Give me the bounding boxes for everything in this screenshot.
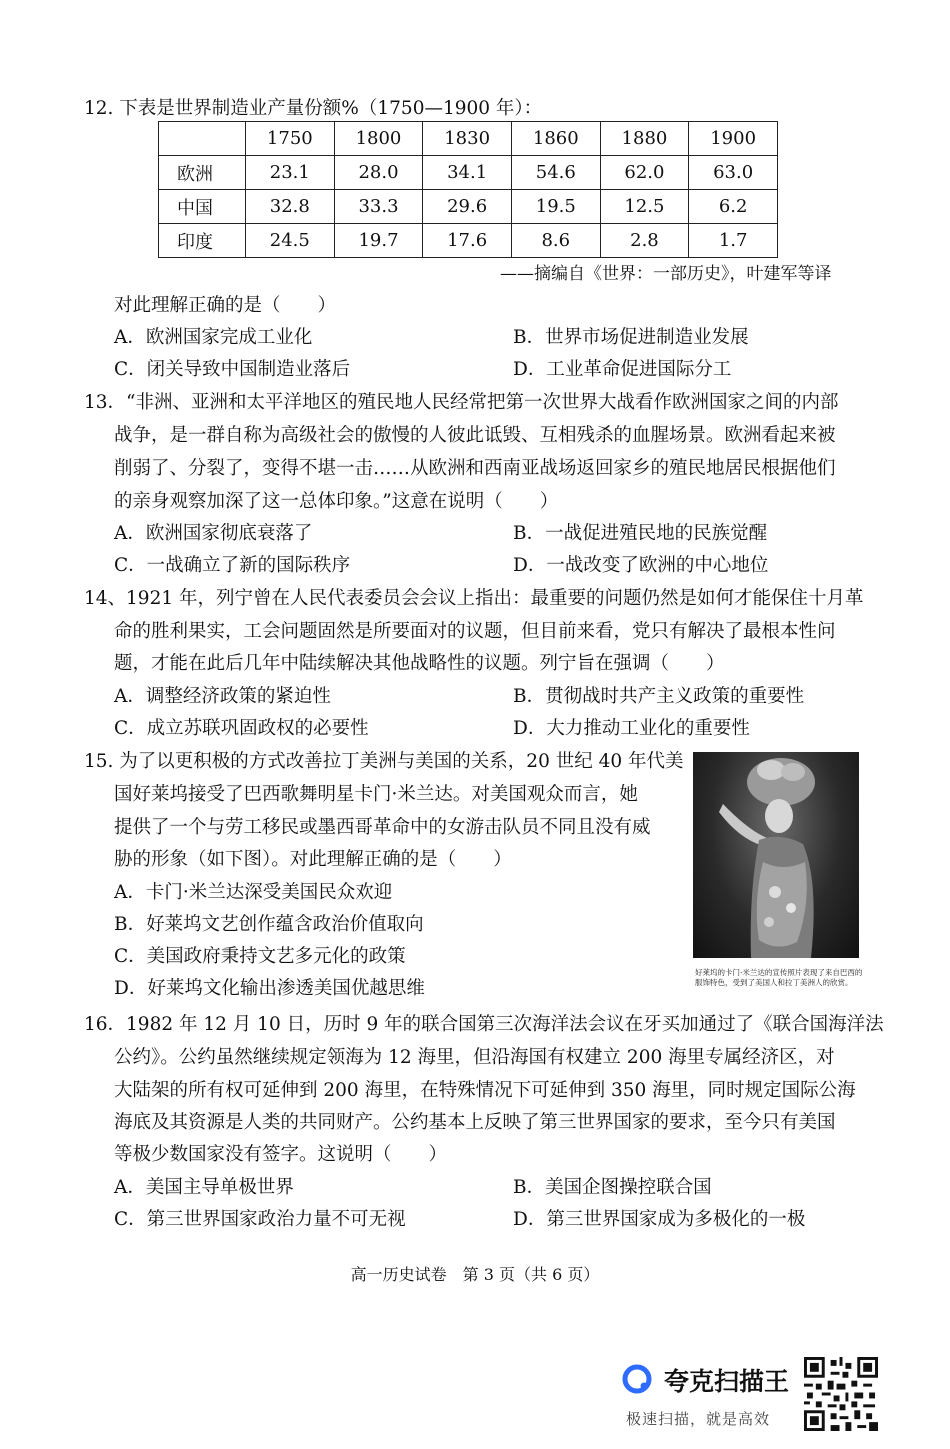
table-cell: 62.0 xyxy=(600,156,689,190)
q15-option-b[interactable]: B．好莱坞文艺创作蕴含政治价值取向 xyxy=(114,914,424,935)
question-13-line: 战争，是一群自称为高级社会的傲慢的人彼此诋毁、互相残杀的血腥场景。欧洲看起来被 xyxy=(114,425,836,446)
table-row xyxy=(159,224,778,258)
q14-option-b[interactable]: B．贯彻战时共产主义政策的重要性 xyxy=(513,686,805,707)
question-16-line: 等极少数国家没有签字。这说明（ ） xyxy=(114,1144,448,1165)
q15-option-d[interactable]: D．好莱坞文化输出渗透美国优越思维 xyxy=(114,978,425,999)
quark-logo-icon xyxy=(622,1364,652,1394)
q12-option-d[interactable]: D．工业革命促进国际分工 xyxy=(513,359,732,380)
question-15-line: 15. 为了以更积极的方式改善拉丁美洲与美国的关系，20 世纪 40 年代美 xyxy=(84,751,684,772)
table-cell: 63.0 xyxy=(689,156,778,190)
q14-option-c[interactable]: C．成立苏联巩固政权的必要性 xyxy=(114,718,369,739)
table-row xyxy=(159,156,778,190)
table-cell: 32.8 xyxy=(246,190,335,224)
question-14-line: 14、1921 年，列宁曾在人民代表委员会会议上指出：最重要的问题仍然是如何才能保住十月革 xyxy=(84,588,864,609)
q14-option-a[interactable]: A．调整经济政策的紧迫性 xyxy=(114,686,331,707)
question-14-line: 题，才能在此后几年中陆续解决其他战略性的议题。列宁旨在强调（ ） xyxy=(114,653,725,674)
brand-slogan: 极速扫描，就是高效 xyxy=(626,1410,771,1428)
q13-option-d[interactable]: D．一战改变了欧洲的中心地位 xyxy=(513,555,769,576)
region-label: 印度 xyxy=(159,224,246,258)
year-header: 1880 xyxy=(600,122,689,156)
table-cell: 17.6 xyxy=(423,224,512,258)
q16-option-d[interactable]: D．第三世界国家成为多极化的一极 xyxy=(513,1209,806,1230)
year-header: 1800 xyxy=(334,122,423,156)
question-15-line: 提供了一个与劳工移民或墨西哥革命中的女游击队员不同且没有威 xyxy=(114,817,651,838)
table-cell: 23.1 xyxy=(246,156,335,190)
table-cell: 54.6 xyxy=(511,156,600,190)
question-16-line: 大陆架的所有权可延伸到 200 海里，在特殊情况下可延伸到 350 海里，同时规定国际公海 xyxy=(114,1080,856,1101)
question-15-line: 胁的形象（如下图）。对此理解正确的是（ ） xyxy=(114,849,512,870)
table-corner-cell xyxy=(159,122,246,156)
qr-code-icon[interactable] xyxy=(804,1357,878,1431)
table-cell: 19.5 xyxy=(511,190,600,224)
dancer-silhouette-icon xyxy=(693,752,859,958)
question-16-line: 16．1982 年 12 月 10 日，历时 9 年的联合国第三次海洋法会议在牙买加通过了《联合国海洋法 xyxy=(84,1014,884,1035)
photo-caption: 好莱坞的卡门·米兰达的宣传照片表现了来自巴西的服饰特色，受到了美国人和拉丁美洲人的欣赏。 xyxy=(695,968,863,987)
question-13-line: 13．“非洲、亚洲和太平洋地区的殖民地人民经常把第一次世界大战看作欧洲国家之间的内部 xyxy=(84,392,839,413)
q13-option-c[interactable]: C．一战确立了新的国际秩序 xyxy=(114,555,351,576)
year-header: 1860 xyxy=(511,122,600,156)
carmen-miranda-photo xyxy=(693,752,859,958)
question-13-line: 的亲身观察加深了这一总体印象。”这意在说明（ ） xyxy=(114,491,559,512)
q15-option-c[interactable]: C．美国政府秉持文艺多元化的政策 xyxy=(114,946,406,967)
year-header: 1900 xyxy=(689,122,778,156)
q12-option-b[interactable]: B．世界市场促进制造业发展 xyxy=(513,327,749,348)
question-15-line: 国好莱坞接受了巴西歌舞明星卡门·米兰达。对美国观众而言，她 xyxy=(114,784,638,805)
q16-option-b[interactable]: B．美国企图操控联合国 xyxy=(513,1177,712,1198)
table-header-row xyxy=(159,122,778,156)
q12-option-a[interactable]: A．欧洲国家完成工业化 xyxy=(114,327,313,348)
question-14-line: 命的胜利果实，工会问题固然是所要面对的议题，但目前来看，党只有解决了最根本性问 xyxy=(114,621,836,642)
q12-option-c[interactable]: C．闭关导致中国制造业落后 xyxy=(114,359,351,380)
q16-option-a[interactable]: A．美国主导单极世界 xyxy=(114,1177,294,1198)
question-12-stem: 12. 下表是世界制造业产量份额%（1750—1900 年）： xyxy=(84,98,543,119)
manufacturing-share-table xyxy=(158,121,778,258)
year-header: 1830 xyxy=(423,122,512,156)
q14-option-d[interactable]: D．大力推动工业化的重要性 xyxy=(513,718,750,739)
table-cell: 2.8 xyxy=(600,224,689,258)
question-12-prompt: 对此理解正确的是（ ） xyxy=(114,295,337,316)
table-cell: 28.0 xyxy=(334,156,423,190)
q16-option-c[interactable]: C．第三世界国家政治力量不可无视 xyxy=(114,1209,406,1230)
table-source: ——摘编自《世界：一部历史》，叶建军等译 xyxy=(500,264,832,284)
table-cell: 1.7 xyxy=(689,224,778,258)
question-16-line: 公约》。公约虽然继续规定领海为 12 海里，但沿海国有权建立 200 海里专属经济区，对 xyxy=(114,1047,835,1068)
region-label: 欧洲 xyxy=(159,156,246,190)
table-cell: 34.1 xyxy=(423,156,512,190)
region-label: 中国 xyxy=(159,190,246,224)
q13-option-b[interactable]: B．一战促进殖民地的民族觉醒 xyxy=(513,523,768,544)
question-13-line: 削弱了、分裂了，变得不堪一击……从欧洲和西南亚战场返回家乡的殖民地居民根据他们 xyxy=(114,458,836,479)
table-cell: 33.3 xyxy=(334,190,423,224)
question-16-line: 海底及其资源是人类的共同财产。公约基本上反映了第三世界国家的要求，至今只有美国 xyxy=(114,1112,836,1133)
table-cell: 29.6 xyxy=(423,190,512,224)
q15-option-a[interactable]: A．卡门·米兰达深受美国民众欢迎 xyxy=(114,882,393,903)
table-cell: 6.2 xyxy=(689,190,778,224)
table-cell: 8.6 xyxy=(511,224,600,258)
q13-option-a[interactable]: A．欧洲国家彻底衰落了 xyxy=(114,523,313,544)
brand-name: 夸克扫描王 xyxy=(664,1367,790,1396)
year-header: 1750 xyxy=(246,122,335,156)
table-cell: 24.5 xyxy=(246,224,335,258)
table-cell: 19.7 xyxy=(334,224,423,258)
table-row xyxy=(159,190,778,224)
table-cell: 12.5 xyxy=(600,190,689,224)
page-footer: 高一历史试卷 第 3 页（共 6 页） xyxy=(350,1265,600,1284)
